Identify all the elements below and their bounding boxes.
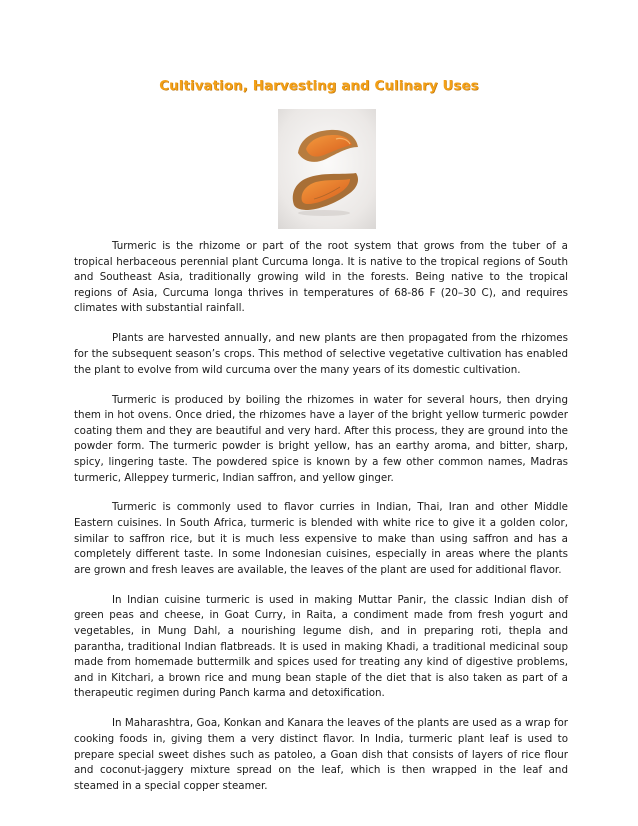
paragraph: Turmeric is produced by boiling the rhizomes in water for several hours, then drying them in hot ovens. Once dried, the rhizomes have a layer of the bright yellow turmeric powder coating them and they are beautiful and very hard. After this process, they are ground into the powder form. The turmeric powder is bright yellow, has an earthy aroma, and bitter, sharp, spicy, lingering taste. The powdered spice is known by a few other common names, Madras turmeric, Alleppey turmeric, Indian saffron, and yellow ginger.: [74, 393, 568, 484]
paragraph: Plants are harvested annually, and new plants are then propagated from the rhizomes for the subsequent season’s crops. This method of selective vegetative cultivation has enabled the plant to evolve from wild curcuma over the many years of its domestic cultivation.: [74, 332, 568, 376]
turmeric-photo: [278, 109, 376, 229]
page-title: Cultivation, Harvesting and Culinary Uses: [159, 79, 479, 94]
paragraph: In Indian cuisine turmeric is used in making Muttar Panir, the classic Indian dish of green peas and cheese, in Goat Curry, in Raita, a condiment made from fresh yogurt and vegetables, in Mung Dahl, a nourishing legume dish, and in preparing roti, thepla and parantha, traditional Indian flatbreads. It is used in making Khadi, a traditional medicinal soup made from homemade buttermilk and spices used for treating any kind of digestive problems, and in Kitchari, a brown rice and mung bean staple of the diet that is also taken as part of a therapeutic regimen during Panch karma and detoxification.: [74, 593, 568, 700]
paragraph: Turmeric is commonly used to flavor curries in Indian, Thai, Iran and other Middle Eastern cuisines. In South Africa, turmeric is blended with white rice to give it a golden color, similar to saffron rice, but it is much less expensive to make than using saffron and has a completely different taste. In some Indonesian cuisines, especially in areas where the plants are grown and fresh leaves are available, the leaves of the plant are used for additional flavor.: [74, 501, 568, 576]
paragraph: In Maharashtra, Goa, Konkan and Kanara the leaves of the plants are used as a wrap for cooking foods in, giving them a very distinct flavor. In India, turmeric plant leaf is used to prepare special sweet dishes such as patoleo, a Goan dish that consists of layers of rice flour and coconut-jaggery mixture spread on the leaf, which is then wrapped in the leaf and steamed in a special copper steamer.: [74, 717, 568, 792]
body-text: [74, 239, 568, 809]
paragraph: Turmeric is the rhizome or part of the root system that grows from the tuber of a tropical herbaceous perennial plant Curcuma longa. It is native to the tropical regions of South and Southeast Asia, traditionally growing wild in the forests. Being native to the tropical regions of Asia, Curcuma longa thrives in temperatures of 68-86 F (20–30 C), and requires climates with substantial rainfall.: [74, 240, 568, 315]
